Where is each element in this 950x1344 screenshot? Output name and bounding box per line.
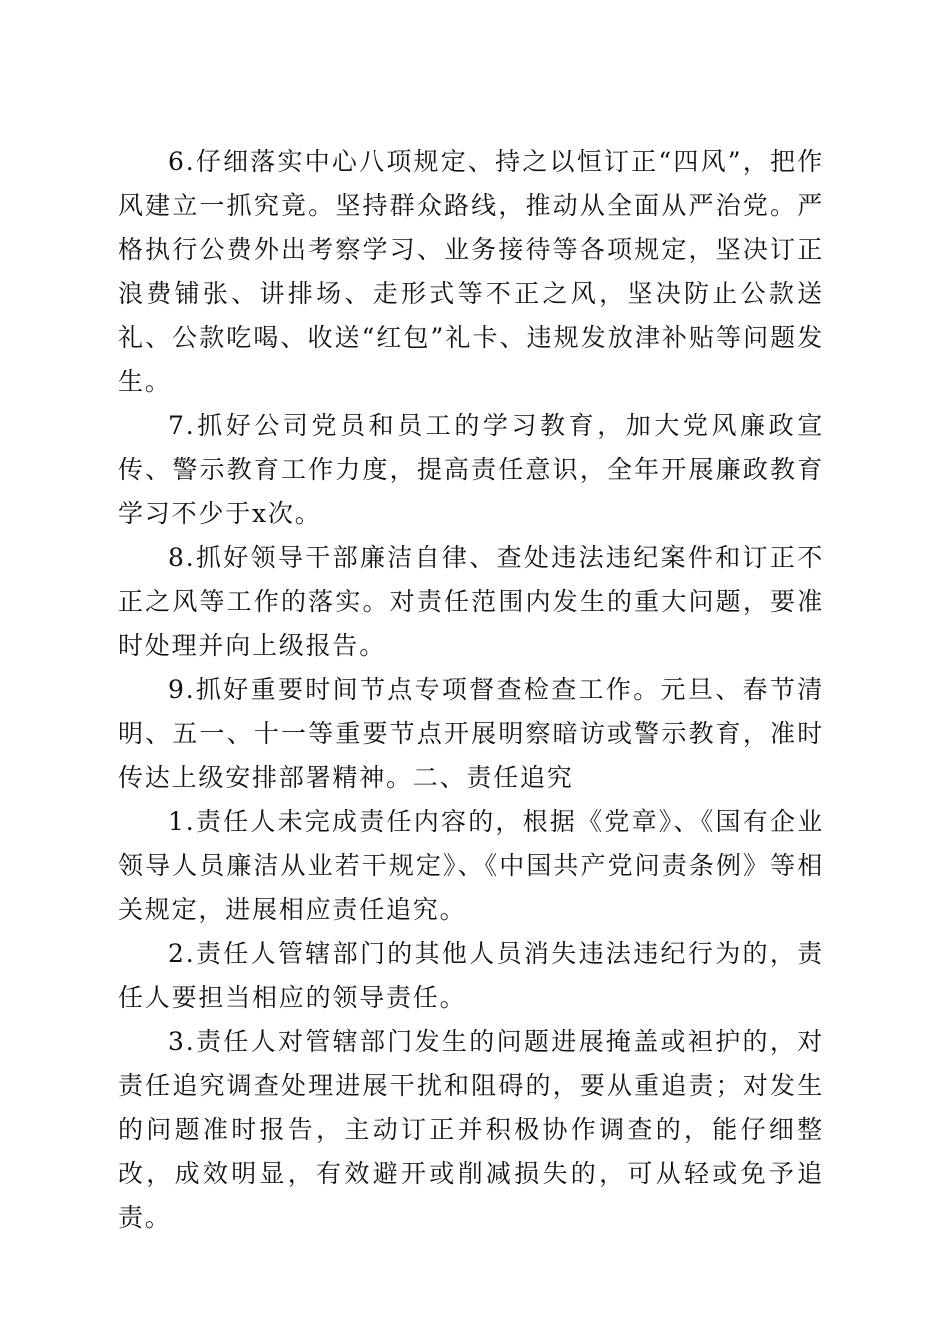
paragraph-item-9-and-section-heading: 9.抓好重要时间节点专项督查检查工作。元旦、春节清明、五一、十一等重要节点开展明察暗访或警示教育，准时传达上级安排部署精神。二、责任追究	[118, 675, 824, 792]
paragraph-item-8: 8.抓好领导干部廉洁自律、查处违法违纪案件和订正不正之风等工作的落实。对责任范围内发生的重大问题，要准时处理并向上级报告。	[118, 543, 824, 660]
document-body	[118, 140, 824, 1240]
paragraph-accountability-1: 1.责任人未完成责任内容的，根据《党章》、《国有企业领导人员廉洁从业若干规定》、《中国共产党问责条例》等相关规定，进展相应责任追究。	[118, 807, 824, 924]
paragraph-item-6: 6.仔细落实中心八项规定、持之以恒订正“四风”，把作风建立一抓究竟。坚持群众路线，推动从全面从严治党。严格执行公费外出考察学习、业务接待等各项规定，坚决订正浪费铺张、讲排场、走形式等不正之风，坚决防止公款送礼、公款吃喝、收送“红包”礼卡、违规发放津补贴等问题发生。	[118, 147, 824, 396]
paragraph-accountability-2: 2.责任人管辖部门的其他人员消失违法违纪行为的，责任人要担当相应的领导责任。	[118, 939, 824, 1012]
paragraph-accountability-3: 3.责任人对管辖部门发生的问题进展掩盖或袒护的，对责任追究调查处理进展干扰和阻碍的，要从重追责；对发生的问题准时报告，主动订正并积极协作调查的，能仔细整改，成效明显，有效避开或削减损失的，可从轻或免予追责。	[118, 1027, 824, 1232]
paragraph-item-7: 7.抓好公司党员和员工的学习教育，加大党风廉政宣传、警示教育工作力度，提高责任意识，全年开展廉政教育学习不少于x次。	[118, 411, 824, 528]
